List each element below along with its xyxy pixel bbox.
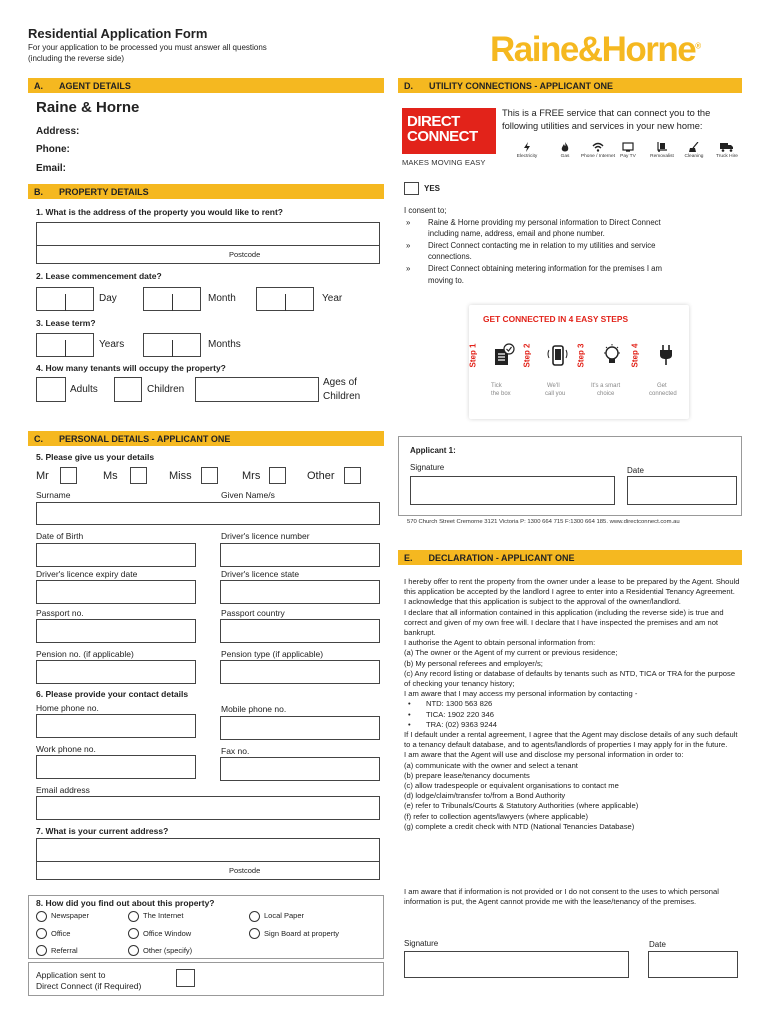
decl-use-g: (g) complete a credit check with NTD (National Tenancies Database)	[404, 821, 635, 831]
step-1	[468, 333, 525, 417]
section-c-title: PERSONAL DETAILS - APPLICANT ONE	[59, 433, 231, 444]
title-miss-label: Miss	[169, 470, 192, 482]
step-1-caption-1: Tick	[491, 383, 502, 389]
office-window-label: Office Window	[143, 929, 192, 938]
dc-logo-line1: DIRECT	[407, 113, 460, 130]
decl-p10: I am aware that the Agent will use and disclose my personal information in order to:	[404, 750, 684, 760]
utility-paytv-label: Pay TV	[620, 154, 636, 159]
passport-country-label: Passport country	[221, 608, 285, 618]
section-e-title: DECLARATION - APPLICANT ONE	[428, 552, 575, 563]
consent-3a: Direct Connect obtaining metering information for the premises I am	[428, 263, 663, 273]
full-name-field[interactable]	[36, 502, 380, 525]
section-a-title: AGENT DETAILS	[59, 80, 131, 91]
title-other-label: Other	[307, 470, 335, 482]
question-6: 6. Please provide your contact details	[36, 689, 189, 699]
lease-years-field[interactable]	[36, 333, 94, 357]
consent-1b: including name, address, email and phone number.	[428, 229, 605, 239]
electricity-icon	[522, 142, 532, 152]
decl-p3: I declare that all information contained in this application (including the reverse side) is true and correct and given of my own free will. I declare that I have inspected the premises and am not bankrupt.	[404, 607, 724, 638]
work-phone-field[interactable]	[36, 755, 196, 779]
lease-months-field[interactable]	[143, 333, 201, 357]
decl-p4: I authorise the Agent to obtain personal information from:	[404, 638, 596, 648]
box-divider	[65, 294, 66, 311]
form-title: Residential Application Form	[28, 26, 208, 41]
decl-use-c: (c) allow tradespeople or equivalent organisations to contact me	[404, 781, 619, 791]
licence-number-field[interactable]	[220, 543, 380, 567]
declaration-consent-warning	[404, 887, 740, 907]
consent-2b: connections.	[428, 252, 472, 262]
newspaper-radio[interactable]	[36, 911, 47, 922]
title-mrs-label: Mrs	[242, 470, 261, 482]
gas-flame-icon	[560, 142, 570, 152]
consent-2a: Direct Connect contacting me in relation to my utilities and service	[428, 240, 656, 250]
step-3-caption-2: choice	[597, 391, 615, 397]
fax-field[interactable]	[220, 757, 380, 781]
months-label: Months	[208, 339, 241, 350]
agent-phone-label: Phone:	[36, 144, 70, 155]
adults-label: Adults	[70, 384, 98, 395]
surname-label: Surname	[36, 490, 71, 500]
address-divider	[37, 245, 379, 246]
email-address-field[interactable]	[36, 796, 380, 820]
question-8: 8. How did you find out about this property?	[36, 898, 215, 908]
decl-signature-label: Signature	[404, 939, 439, 948]
decl-date-field[interactable]	[648, 951, 738, 978]
utility-icons-row	[502, 136, 742, 170]
sent-to-dc-checkbox[interactable]	[176, 969, 195, 987]
home-phone-field[interactable]	[36, 714, 196, 738]
dc-consent-text	[404, 205, 740, 286]
section-b-title: PROPERTY DETAILS	[59, 186, 149, 197]
step-4-caption-1: Get	[657, 383, 667, 389]
decl-p6: (b) My personal referees and employer/s;	[404, 658, 543, 668]
dc-signature-field[interactable]	[410, 476, 615, 505]
decl-p9: If I default under a rental agreement, I agree that the Agent may disclose details of any such default to a tenancy default database, and to agents/landlords of properties I may apply for in the future.	[404, 730, 738, 750]
internet-label: The Internet	[143, 911, 184, 920]
applicant-1-label: Applicant 1:	[410, 446, 456, 455]
step-3-label: Step 3	[576, 343, 586, 368]
step-2-caption-2: call you	[545, 391, 566, 397]
section-a-letter: A.	[34, 80, 43, 91]
dc-logo-line2: CONNECT	[407, 128, 478, 145]
current-postcode-label: Postcode	[229, 866, 261, 875]
consent-item-2	[404, 240, 740, 263]
internet-radio[interactable]	[128, 911, 139, 922]
form-subtitle-line1: For your application to be processed you must answer all questions	[28, 43, 267, 52]
office-label: Office	[51, 929, 71, 938]
logo-registered-mark: ®	[695, 41, 702, 51]
step-1-label: Step 1	[468, 343, 478, 368]
box-divider	[65, 340, 66, 357]
checklist-icon	[493, 343, 515, 367]
email-address-label: Email address	[36, 785, 90, 795]
tv-icon	[622, 142, 634, 152]
children-field[interactable]	[114, 377, 142, 402]
section-c-header	[28, 431, 384, 446]
question-4: 4. How many tenants will occupy the property?	[36, 363, 226, 373]
box-divider	[172, 340, 173, 357]
pension-number-label: Pension no. (if applicable)	[36, 649, 134, 659]
sign-board-radio[interactable]	[249, 928, 260, 939]
licence-expiry-label: Driver's licence expiry date	[36, 569, 138, 579]
office-radio[interactable]	[36, 928, 47, 939]
steps-card	[469, 305, 689, 419]
children-label: Children	[147, 384, 185, 395]
decl-use-e: (e) refer to Tribunals/Courts & Statutory Authorities (where applicable)	[404, 801, 639, 811]
truck-icon	[720, 142, 734, 152]
question-3: 3. Lease term?	[36, 318, 96, 328]
utility-removalist-label: Removalist	[650, 154, 674, 159]
phone-icon	[547, 343, 569, 367]
passport-number-label: Passport no.	[36, 608, 84, 618]
form-subtitle-line2: (including the reverse side)	[28, 54, 125, 63]
dc-intro-line1: This is a FREE service that can connect you to the	[502, 108, 711, 118]
steps-title: GET CONNECTED IN 4 EASY STEPS	[483, 314, 629, 324]
mobile-phone-label: Mobile phone no.	[221, 704, 287, 714]
local-paper-label: Local Paper	[264, 911, 305, 920]
decl-use-a: (a) communicate with the owner and select a tenant	[404, 760, 578, 770]
consent-intro: I consent to;	[404, 206, 447, 215]
current-address-field[interactable]	[36, 838, 380, 880]
box-divider	[172, 294, 173, 311]
other-specify-label: Other (specify)	[143, 946, 193, 955]
section-e-header	[398, 550, 742, 565]
dc-footer-address: 570 Church Street Cremorne 3121 Victoria P: 1300 664 715 F:1300 664 185. www.directconnect.com.au	[407, 519, 680, 525]
step-4-label: Step 4	[630, 343, 640, 368]
referral-radio[interactable]	[36, 945, 47, 956]
property-address-field[interactable]	[36, 222, 380, 264]
title-ms-label: Ms	[103, 470, 118, 482]
dc-consent-yes-checkbox[interactable]	[404, 182, 419, 195]
section-a-header	[28, 78, 384, 93]
work-phone-label: Work phone no.	[36, 744, 96, 754]
sent-to-dc-label-line2: Direct Connect (if Required)	[36, 981, 142, 991]
utility-truck-hire	[702, 142, 752, 159]
decl-p1: I hereby offer to rent the property from the owner under a lease to be prepared by the Agent. Should this application be accepted by the landlord I agree to enter into a Residential Tenancy Agreement.	[404, 577, 740, 597]
step-2-label: Step 2	[522, 343, 532, 368]
consent-item-3	[404, 263, 740, 286]
decl-use-b: (b) prepare lease/tenancy documents	[404, 770, 530, 780]
section-d-letter: D.	[404, 80, 413, 91]
dc-date-field[interactable]	[627, 476, 737, 505]
ages-of-children-field[interactable]	[195, 377, 319, 402]
raine-horne-logo	[490, 30, 701, 70]
question-1: 1. What is the address of the property you would like to rent?	[36, 207, 284, 217]
licence-expiry-field[interactable]	[36, 580, 196, 604]
dc-tagline: MAKES MOVING EASY	[402, 158, 486, 167]
trolley-icon	[656, 142, 668, 152]
box-divider	[285, 294, 286, 311]
section-e-letter: E.	[404, 552, 413, 563]
step-2-caption-1: We'll	[547, 383, 560, 389]
property-postcode-label: Postcode	[229, 250, 261, 259]
fax-label: Fax no.	[221, 746, 250, 756]
decl-use-f: (f) refer to collection agents/lawyers (where applicable)	[404, 811, 589, 821]
decl-signature-field[interactable]	[404, 951, 629, 978]
lease-year-field[interactable]	[256, 287, 314, 311]
utility-truck-hire-label: Truck Hire	[716, 154, 738, 159]
lease-month-field[interactable]	[143, 287, 201, 311]
step-3-caption-1: It's a smart	[591, 383, 621, 389]
office-window-radio[interactable]	[128, 928, 139, 939]
decl-contact-tra: • TRA: (02) 9363 9244	[404, 720, 740, 730]
local-paper-radio[interactable]	[249, 911, 260, 922]
dob-field[interactable]	[36, 543, 196, 567]
home-phone-label: Home phone no.	[36, 703, 99, 713]
given-names-label: Given Name/s	[221, 490, 275, 500]
licence-number-label: Driver's licence number	[221, 531, 310, 541]
title-mrs-checkbox[interactable]	[269, 467, 286, 484]
pension-type-field[interactable]	[220, 660, 380, 684]
section-d-header	[398, 78, 742, 93]
decl-p5: (a) The owner or the Agent of my current or previous residence;	[404, 648, 618, 658]
licence-state-label: Driver's licence state	[221, 569, 300, 579]
consent-item-1	[404, 217, 740, 240]
title-miss-checkbox[interactable]	[201, 467, 218, 484]
step-2	[522, 333, 579, 417]
agent-address-label: Address:	[36, 126, 80, 137]
day-label: Day	[99, 293, 117, 304]
plug-icon	[655, 343, 677, 367]
year-label: Year	[322, 293, 343, 304]
decl-contact-tica: • TICA: 1902 220 346	[404, 710, 740, 720]
consent-1a: Raine & Horne providing my personal information to Direct Connect	[428, 217, 661, 227]
utility-gas-label: Gas	[560, 154, 570, 159]
step-4	[630, 333, 687, 417]
section-b-letter: B.	[34, 186, 43, 197]
lease-day-field[interactable]	[36, 287, 94, 311]
direct-connect-logo	[402, 108, 496, 154]
question-5: 5. Please give us your details	[36, 452, 155, 462]
dc-intro-line2: following utilities and services in your new home:	[502, 121, 703, 131]
newspaper-label: Newspaper	[51, 911, 89, 920]
other-specify-radio[interactable]	[128, 945, 139, 956]
licence-state-field[interactable]	[220, 580, 380, 604]
decl-use-d: (d) lodge/claim/transfer to/from a Bond Authority	[404, 791, 566, 801]
section-b-header	[28, 184, 384, 199]
title-other-checkbox[interactable]	[344, 467, 361, 484]
utility-cleaning-label: Cleaning	[684, 154, 704, 159]
title-mr-checkbox[interactable]	[60, 467, 77, 484]
decl-p7: (c) Any record listing or database of defaults by tenants such as NTD, TICA or TRA for the purpose of checking your tenancy history;	[404, 668, 736, 689]
pension-number-field[interactable]	[36, 660, 196, 684]
decl-contact-ntd: • NTD: 1300 563 826	[404, 699, 740, 709]
dc-date-label: Date	[627, 466, 644, 475]
years-label: Years	[99, 339, 125, 350]
dc-signature-label: Signature	[410, 463, 445, 472]
step-1-caption-2: the box	[491, 391, 511, 397]
logo-wordmark: Raine&Horne	[490, 30, 696, 69]
question-2: 2. Lease commencement date?	[36, 271, 162, 281]
utility-internet-label: Phone / Internet	[580, 154, 616, 159]
decl-p2: I acknowledge that this application is subject to the approval of the owner/landlord.	[404, 597, 681, 607]
declaration-text	[404, 577, 740, 832]
section-c-letter: C.	[34, 433, 43, 444]
address-divider	[37, 861, 379, 862]
referral-label: Referral	[51, 946, 78, 955]
ages-label-line2: Children	[323, 391, 361, 402]
month-label: Month	[208, 293, 236, 304]
sent-to-dc-label-line1: Application sent to	[36, 970, 106, 980]
title-ms-checkbox[interactable]	[130, 467, 147, 484]
passport-country-field[interactable]	[220, 619, 380, 643]
decl-p11: I am aware that if information is not provided or I do not consent to the uses to which personal information is put, the Agent cannot provide me with the lease/tenancy of the premises.	[404, 887, 719, 907]
step-4-caption-2: connected	[649, 391, 677, 397]
utility-electricity-label: Electricity	[516, 154, 538, 159]
ages-label-line1: Ages of	[323, 377, 357, 388]
adults-field[interactable]	[36, 377, 66, 402]
step-3	[576, 333, 633, 417]
agency-name: Raine & Horne	[36, 99, 140, 116]
pension-type-label: Pension type (if applicable)	[221, 649, 324, 659]
agent-email-label: Email:	[36, 163, 67, 174]
decl-p8: I am aware that I may access my personal information by contacting -	[404, 689, 638, 699]
consent-3b: moving to.	[428, 275, 464, 285]
dc-consent-yes-label: YES	[424, 184, 441, 193]
lightbulb-icon	[601, 343, 623, 367]
question-7: 7. What is your current address?	[36, 826, 169, 836]
title-mr-label: Mr	[36, 470, 49, 482]
dob-label: Date of Birth	[36, 531, 84, 541]
sign-board-label: Sign Board at property	[264, 929, 340, 938]
section-d-title: UTILITY CONNECTIONS - APPLICANT ONE	[429, 80, 614, 91]
broom-icon	[688, 142, 700, 152]
passport-number-field[interactable]	[36, 619, 196, 643]
decl-date-label: Date	[649, 940, 666, 949]
mobile-phone-field[interactable]	[220, 716, 380, 740]
